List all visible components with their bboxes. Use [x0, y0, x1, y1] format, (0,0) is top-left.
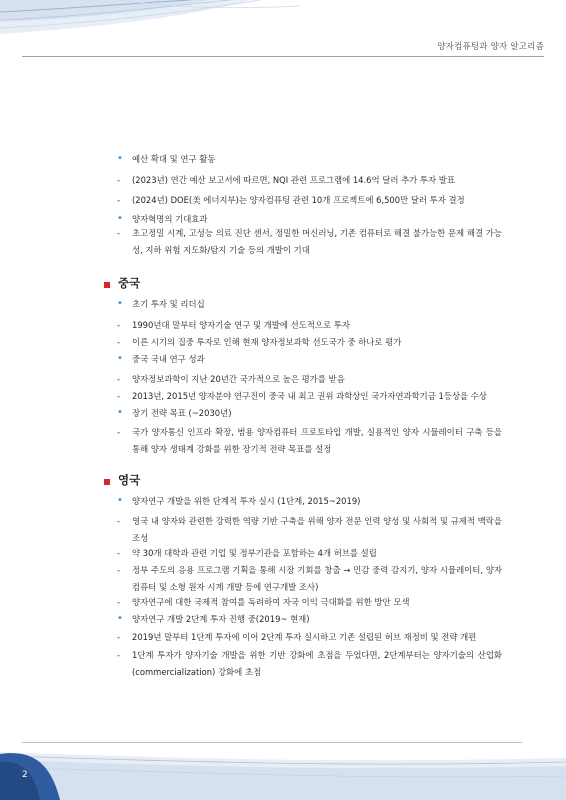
section-marker-square: [104, 282, 110, 288]
list-item: 양자정보과학이 지난 20년간 국가적으로 높은 평가를 받음: [132, 374, 345, 384]
list-item: 정부 주도의 응용 프로그램 기획을 통해 시장 기회를 창출 → 민감 중력 감지기, 양자 시뮬레이터, 양자 컴퓨터 및 소형 원자 시계 개발 등에 연구개발 조사): [132, 565, 502, 592]
list-item: 중국 국내 연구 성과: [132, 354, 205, 364]
list-marker: -: [117, 597, 121, 607]
list-marker: -: [117, 175, 121, 185]
list-item: 양자혁명의 기대효과: [132, 214, 208, 224]
list-item: 예산 확대 및 연구 활동: [132, 154, 216, 164]
section-marker-square: [104, 479, 110, 485]
footer-wave-decoration: [0, 720, 566, 800]
list-marker: •: [117, 213, 123, 224]
list-marker: •: [117, 353, 123, 364]
list-marker: -: [117, 650, 121, 660]
list-marker: -: [117, 320, 121, 330]
list-item: 2019년 말부터 1단계 투자에 이어 2단계 투자 실시하고 기존 설립된 허브 재정비 및 전략 개편: [132, 632, 477, 642]
list-marker: •: [117, 613, 123, 624]
footer-divider: [22, 742, 522, 743]
list-item: 양자연구에 대한 국제적 참여를 독려하여 자국 이익 극대화를 위한 방안 모색: [132, 597, 410, 607]
list-item: 영국 내 양자와 관련한 강력한 역량 기반 구축을 위해 양자 전문 인력 양성 및 사회적 및 규제적 맥락을 조성: [132, 516, 502, 543]
list-marker: -: [117, 516, 121, 526]
list-marker: •: [117, 495, 123, 506]
list-item: 양자연구 개발을 위한 단계적 투자 실시 (1단계, 2015~2019): [132, 496, 361, 506]
list-item: 초고정밀 시계, 고성능 의료 진단 센서, 정밀한 머신러닝, 기존 컴퓨터로 해결 불가능한 문제 해결 가능성, 지하 위험 지도화/탐지 기술 등의 개발이 기대: [132, 228, 502, 255]
list-marker: •: [117, 153, 123, 164]
list-marker: -: [117, 195, 121, 205]
list-marker: -: [117, 427, 121, 437]
list-item: 장기 전략 목표 (~2030년): [132, 408, 232, 418]
list-item: 1단계 투자가 양자기술 개발을 위한 기반 강화에 초점을 두었다면, 2단계부터는 양자기술의 산업화(commercialization) 강화에 초점: [132, 650, 502, 677]
page-number: 2: [22, 770, 28, 780]
list-item: 양자연구 개발 2단계 투자 진행 중(2019~ 현재): [132, 614, 310, 624]
list-marker: •: [117, 407, 123, 418]
list-item: 2013년, 2015년 양자분야 연구진이 중국 내 최고 권위 과학상인 국가자연과학기금 1등상을 수상: [132, 391, 487, 401]
running-title: 양자컴퓨팅과 양자 알고리즘: [437, 42, 544, 52]
list-item: 약 30개 대학과 관련 기업 및 정부기관을 포함하는 4개 허브를 설립: [132, 548, 377, 558]
list-item: (2023년) 연간 예산 보고서에 따르면, NQI 관련 프로그램에 14.6억 달러 추가 투자 발표: [132, 175, 455, 185]
list-marker: -: [117, 548, 121, 558]
list-marker: -: [117, 391, 121, 401]
list-item: 이른 시기의 집중 투자로 인해 현재 양자정보과학 선도국가 중 하나로 평가: [132, 337, 402, 347]
list-marker: •: [117, 298, 123, 309]
list-marker: -: [117, 228, 121, 238]
list-item: 국가 양자통신 인프라 확장, 범용 양자컴퓨터 프로토타입 개발, 실용적인 양자 시뮬레이터 구축 등을 통해 양자 생태계 강화를 위한 장기적 전략 목표를 설정: [132, 427, 502, 454]
list-marker: -: [117, 337, 121, 347]
list-marker: -: [117, 374, 121, 384]
list-marker: -: [117, 632, 121, 642]
list-marker: -: [117, 565, 121, 575]
section-title-china: 중국: [118, 276, 141, 290]
section-title-uk: 영국: [118, 473, 141, 487]
list-item: 1990년대 말부터 양자기술 연구 및 개발에 선도적으로 투자: [132, 320, 350, 330]
list-item: 초기 투자 및 리더십: [132, 299, 205, 309]
list-item: (2024년) DOE(美 에너지부)는 양자컴퓨팅 관련 10개 프로젝트에 6,500만 달러 투자 결정: [132, 195, 465, 205]
